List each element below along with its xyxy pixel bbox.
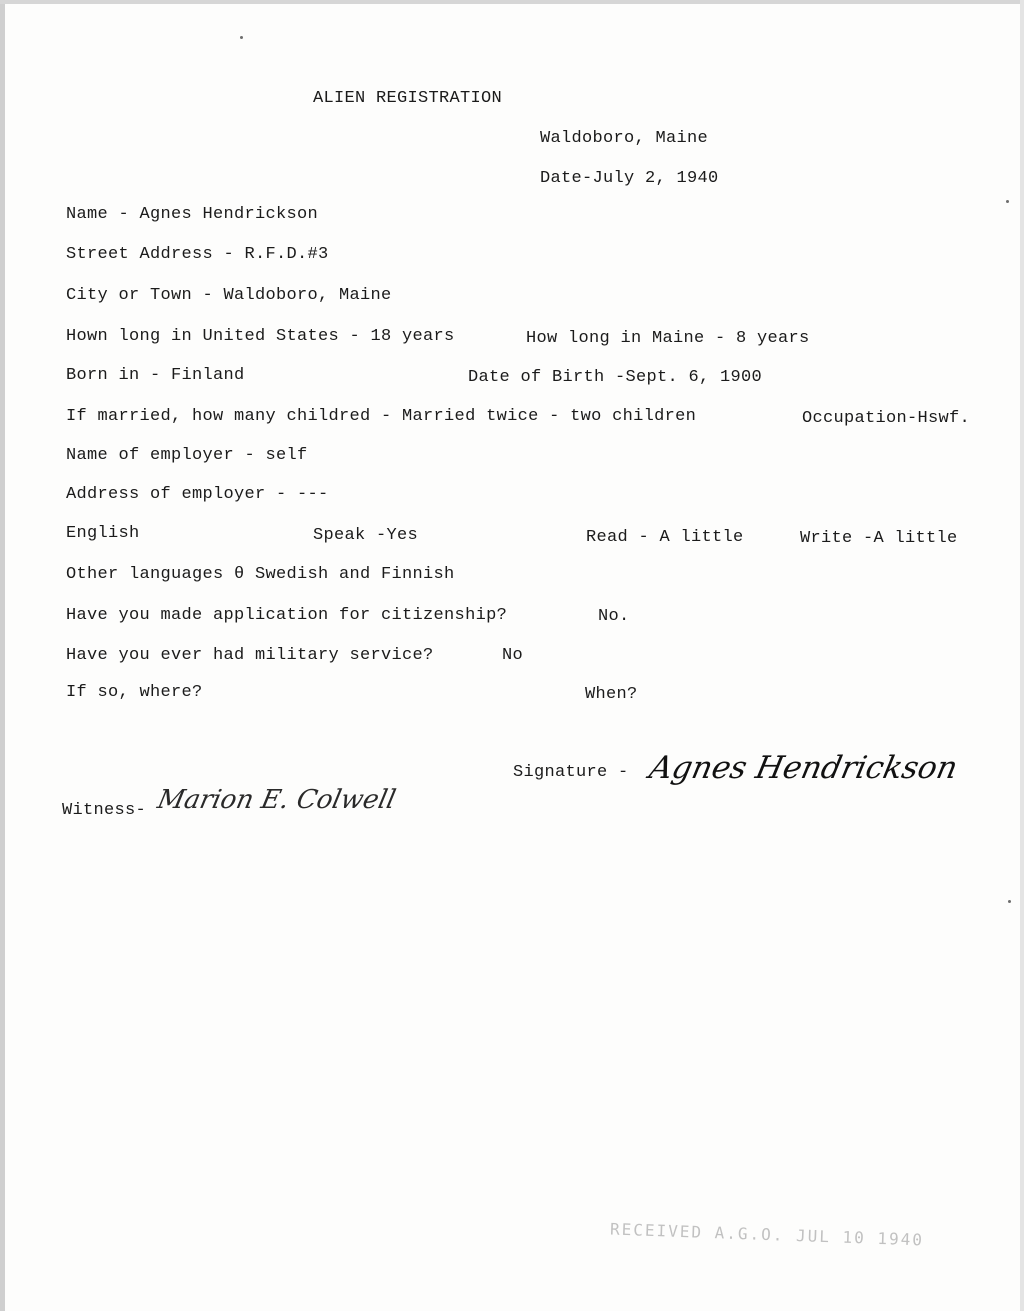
occupation-field: Occupation-Hswf. — [802, 409, 971, 428]
citizenship-question: Have you made application for citizenship? — [66, 606, 508, 625]
how-long-maine-field: How long in Maine - 8 years — [526, 329, 810, 348]
other-languages-field: Other languages θ Swedish and Finnish — [66, 565, 455, 584]
scan-border-top — [0, 0, 1024, 4]
employer-name-field: Name of employer - self — [66, 446, 308, 465]
military-answer: No — [502, 646, 524, 665]
received-stamp: RECEIVED A.G.O. JUL 10 1940 — [609, 1219, 925, 1250]
date-of-birth-field: Date of Birth -Sept. 6, 1900 — [468, 368, 763, 387]
write-field: Write -A little — [800, 529, 958, 548]
scan-speck — [1008, 900, 1011, 903]
scan-border-right — [1020, 0, 1024, 1311]
signature-label: Signature - — [513, 763, 629, 782]
scan-speck — [240, 36, 243, 39]
name-field: Name - Agnes Hendrickson — [66, 205, 319, 224]
scan-border-left — [0, 0, 5, 1311]
place: Waldoboro, Maine — [540, 129, 709, 148]
english-label: English — [66, 524, 140, 543]
speak-field: Speak -Yes — [313, 526, 419, 545]
registration-date: Date-July 2, 1940 — [540, 169, 719, 188]
witness-label: Witness- — [62, 801, 147, 820]
when-field: When? — [585, 685, 638, 704]
street-address-field: Street Address - R.F.D.#3 — [66, 245, 329, 264]
married-children-field: If married, how many childred - Married twice - two children — [66, 407, 697, 426]
if-so-where-field: If so, where? — [66, 683, 203, 702]
born-in-field: Born in - Finland — [66, 366, 245, 385]
employer-address-field: Address of employer - --- — [66, 485, 329, 504]
citizenship-answer: No. — [598, 607, 630, 626]
military-question: Have you ever had military service? — [66, 646, 434, 665]
scan-speck — [1006, 200, 1009, 203]
witness-signature: Marion E. Colwell — [154, 785, 399, 815]
document-title: ALIEN REGISTRATION — [313, 89, 503, 108]
applicant-signature: Agnes Hendrickson — [646, 750, 961, 786]
city-or-town-field: City or Town - Waldoboro, Maine — [66, 286, 392, 305]
read-field: Read - A little — [586, 528, 744, 547]
how-long-us-field: Hown long in United States - 18 years — [66, 327, 455, 346]
